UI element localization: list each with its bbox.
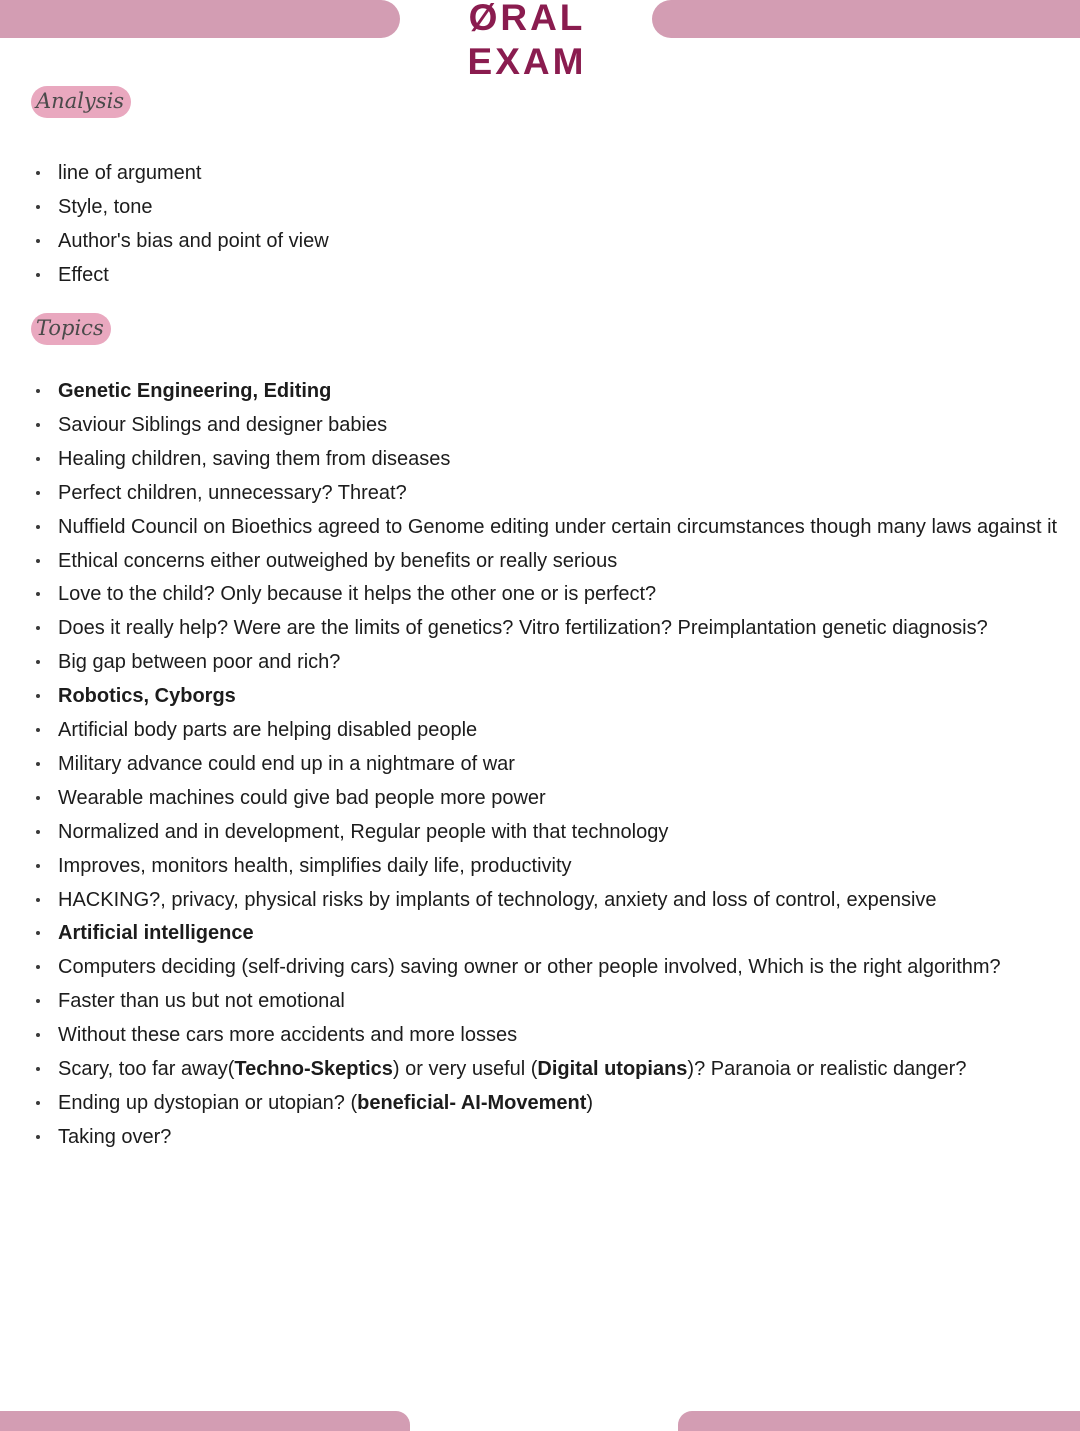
topic-item-text	[58, 579, 656, 609]
bullet-dot	[36, 273, 40, 277]
topic-item-text	[58, 851, 572, 881]
bullet-dot	[36, 864, 40, 868]
bullet-dot	[36, 965, 40, 969]
topic-text: Saviour Siblings and designer babies	[58, 414, 388, 436]
analysis-item-text: Author's bias and point of view	[58, 230, 329, 252]
topic-text: Wearable machines could give bad people more power	[58, 787, 546, 809]
topic-text: HACKING?, privacy, physical risks by implants of technology, anxiety and loss of control, expensive	[58, 889, 937, 911]
topic-text-bold: Techno-Skeptics	[234, 1058, 393, 1080]
topic-item-text	[58, 546, 617, 576]
bullet-dot	[36, 830, 40, 834]
topic-text: Healing children, saving them from diseases	[58, 448, 451, 470]
bullet-dot	[36, 1033, 40, 1037]
topic-text: Faster than us but not emotional	[58, 990, 345, 1012]
topic-text-bold: Robotics, Cyborgs	[58, 685, 236, 707]
topic-item-text	[58, 613, 988, 643]
analysis-item-text: Style, tone	[58, 196, 153, 218]
topic-item-text	[58, 444, 450, 474]
bullet-dot	[36, 796, 40, 800]
topic-text: Ethical concerns either outweighed by benefits or really serious	[58, 550, 618, 572]
topic-item-text	[58, 512, 1057, 542]
topic-item-text	[58, 681, 236, 711]
topic-text: Big gap between poor and rich?	[58, 651, 341, 673]
topic-text: )? Paranoia or realistic danger?	[687, 1058, 967, 1080]
bullet-dot	[36, 694, 40, 698]
topic-item-text	[58, 952, 1001, 982]
bullet-dot	[36, 1067, 40, 1071]
topic-item-text	[58, 783, 546, 813]
topic-item-text	[58, 647, 340, 677]
topic-text: Ending up dystopian or utopian? (	[58, 1092, 358, 1114]
topic-text: Nuffield Council on Bioethics agreed to Genome editing under certain circumstances though many laws against it	[58, 516, 1058, 538]
topic-text: Without these cars more accidents and more losses	[58, 1024, 518, 1046]
topic-item-text	[58, 376, 331, 406]
topic-item-text	[58, 410, 387, 440]
bullet-dot	[36, 931, 40, 935]
topic-text: Artificial body parts are helping disabled people	[58, 719, 478, 741]
topic-text-bold: beneficial- AI-Movement	[357, 1092, 587, 1114]
bullet-dot	[36, 898, 40, 902]
section-heading-analysis: Analysis	[31, 86, 131, 118]
bullet-dot	[36, 389, 40, 393]
bullet-dot	[36, 171, 40, 175]
section-heading-topics: Topics	[31, 313, 111, 345]
bullet-dot	[36, 762, 40, 766]
topic-text: Perfect children, unnecessary? Threat?	[58, 482, 407, 504]
topic-text: Military advance could end up in a nightmare of war	[58, 753, 515, 775]
topic-item-text	[58, 715, 477, 745]
topic-item-text	[58, 918, 254, 948]
analysis-item-text: Effect	[58, 264, 109, 286]
bullet-dot	[36, 205, 40, 209]
topic-text: Does it really help? Were are the limits of genetics? Vitro fertilization? Preimplantation genetic diagnosis?	[58, 617, 988, 639]
topic-text: )	[586, 1092, 594, 1114]
topic-text: Computers deciding (self-driving cars) saving owner or other people involved, Which is the right algorithm?	[58, 956, 1001, 978]
bullet-dot	[36, 660, 40, 664]
topic-text-bold: Genetic Engineering, Editing	[58, 380, 332, 402]
bullet-dot	[36, 423, 40, 427]
topic-item-text	[58, 478, 407, 508]
topic-item-text	[58, 1122, 171, 1152]
topic-item-text	[58, 1054, 966, 1084]
analysis-item-text: line of argument	[58, 162, 202, 184]
header-bar-right	[652, 0, 1080, 38]
bullet-dot	[36, 999, 40, 1003]
bullet-dot	[36, 559, 40, 563]
topic-item-text	[58, 1020, 517, 1050]
footer-bar-left	[0, 1411, 410, 1431]
topic-text: ) or very useful (	[392, 1058, 538, 1080]
topic-item-text	[58, 749, 515, 779]
topic-text: Scary, too far away(	[58, 1058, 235, 1080]
topic-item-text	[58, 1088, 593, 1118]
bullet-dot	[36, 728, 40, 732]
header-bar-left	[0, 0, 400, 38]
bullet-dot	[36, 1135, 40, 1139]
topic-text: Normalized and in development, Regular people with that technology	[58, 821, 669, 843]
topic-text-bold: Digital utopians	[537, 1058, 688, 1080]
topic-item-text	[58, 885, 937, 915]
topic-text: Taking over?	[58, 1126, 172, 1148]
bullet-dot	[36, 457, 40, 461]
topic-item-text	[58, 817, 668, 847]
footer-bar-right	[678, 1411, 1080, 1431]
bullet-dot	[36, 525, 40, 529]
bullet-dot	[36, 239, 40, 243]
bullet-dot	[36, 592, 40, 596]
page-title: ØRAL EXAM	[467, 0, 587, 82]
topic-text-bold: Artificial intelligence	[58, 922, 254, 944]
topic-text: Improves, monitors health, simplifies daily life, productivity	[58, 855, 572, 877]
bullet-dot	[36, 1101, 40, 1105]
bullet-dot	[36, 491, 40, 495]
topic-text: Love to the child? Only because it helps the other one or is perfect?	[58, 583, 657, 605]
topic-item-text	[58, 986, 345, 1016]
bullet-dot	[36, 626, 40, 630]
